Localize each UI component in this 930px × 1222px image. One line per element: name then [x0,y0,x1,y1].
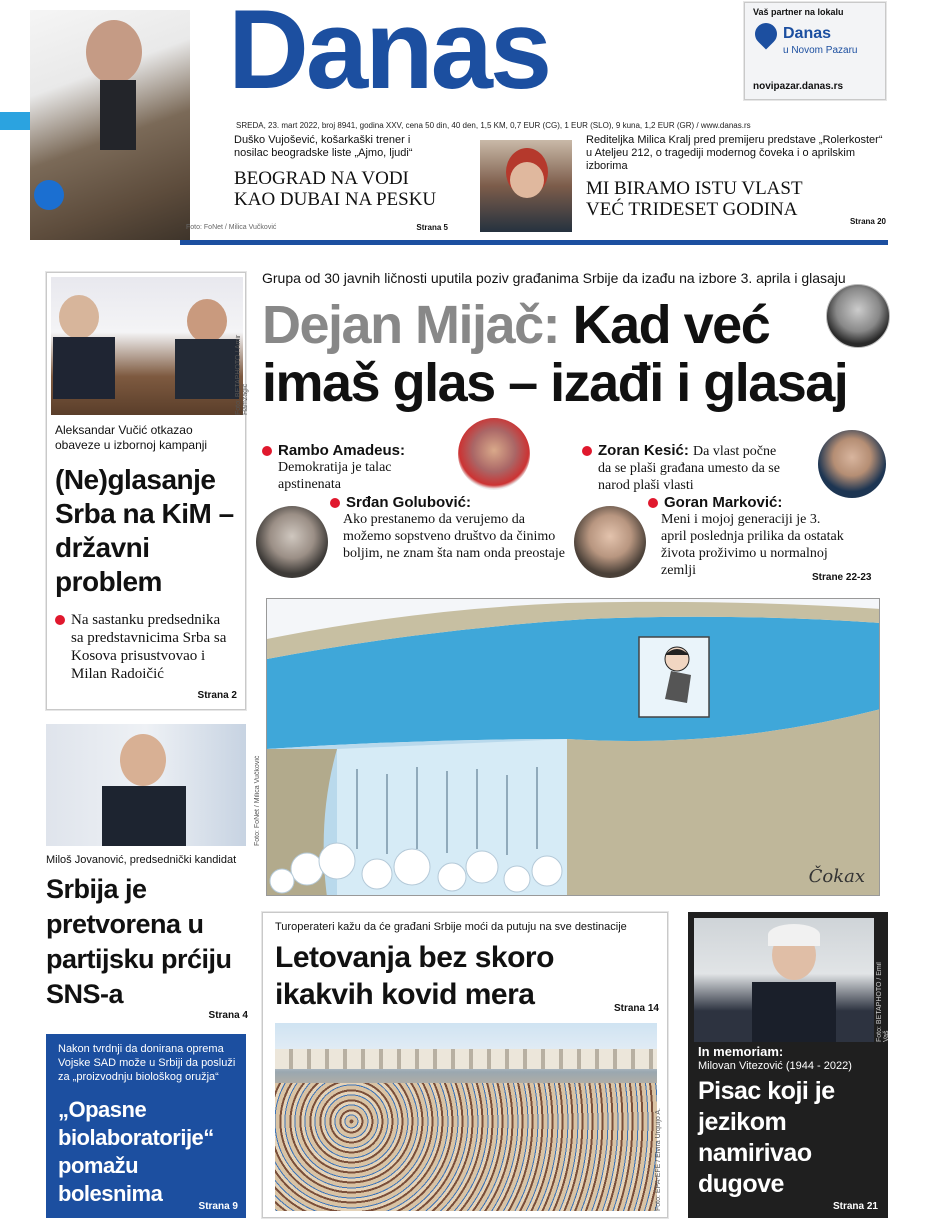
main-headline[interactable] [262,295,848,413]
memoriam-story[interactable] [688,912,888,1218]
quote-golubovic[interactable]: Srđan Golubović: Ako prestanemo da verujemo da možemo sopstveno društvo da činimo boljim, ne znam šta nam onda preostaje [330,494,570,562]
beach-photo-credit: Foto: EPA-EFE / Elvira Urquijo A. [655,1108,662,1211]
main-headline-name: Dejan Mijač: [262,295,560,355]
left-story-3-intro: Nakon tvrdnji da donirana oprema Vojske SAD može u Srbiji da posluži za „proizvodnju biološkog oružja“ [58,1043,236,1083]
memoriam-kicker: In memoriam: [698,1044,784,1059]
left-story-2-page: Strana 4 [208,1010,248,1021]
mijac-photo [826,284,890,348]
left-story-2-headline: Srbija je pretvorena u partijsku prćiju SNS-a [46,874,232,1009]
masthead-rule [180,240,888,245]
left-story-3-headline: „Opasne biolaboratorije“ pomažu bolesnima [58,1097,214,1206]
jovanovic-photo-credit: Foto: FoNet / Milica Vučković [254,755,261,846]
left-story-1-intro: Aleksandar Vučić otkazao obaveze u izbornoj kampanji [55,423,208,452]
vujosevic-photo [30,10,190,240]
top-left-headline-1: BEOGRAD NA VODI [234,168,409,189]
bullet-icon [55,615,65,625]
left-story-1-page: Strana 2 [197,690,237,701]
bullet-icon [648,498,658,508]
left-story-2[interactable] [46,854,250,1024]
vitezovic-photo [694,918,874,1042]
quote-kesic[interactable]: Zoran Kesić: Da vlast počne da se plaši građana umesto da se narod plaši vlasti [582,442,814,494]
quote-rambo[interactable]: Rambo Amadeus: Demokratija je talac apstinenata [262,442,452,493]
main-headline-1: Kad već [572,295,770,355]
milica-kralj-photo [480,140,572,232]
top-left-story[interactable] [234,134,460,234]
travel-page: Strana 14 [613,1003,659,1014]
partner-logo: Danas [783,25,832,42]
left-story-2-intro: Miloš Jovanović, predsednički kandidat [46,854,237,866]
kesic-photo [818,430,886,498]
bullet-icon [582,446,592,456]
memoriam-page: Strana 21 [832,1201,878,1212]
main-headline-2: imaš glas – izađi i glasaj [262,353,848,413]
left-story-3[interactable] [46,1034,246,1218]
partner-box[interactable] [744,2,886,100]
left-story-3-page: Strana 9 [198,1201,238,1212]
quote-markovic[interactable]: Goran Marković: Meni i mojoj generaciji je 3. april poslednja prilika da ostatak života proživimo u normalnoj zemlji [648,494,880,579]
vitezovic-photo-credit: Foto: BETAPHOTO / Emil Vaš [876,962,890,1042]
main-pages: Strane 22-23 [812,572,872,583]
top-right-story[interactable] [586,134,890,234]
travel-headline: Letovanja bez skoro ikakvih kovid mera [275,941,554,1011]
cartoon-signature: Čokax [808,866,865,887]
rambo-photo [458,418,530,490]
beach-photo [275,1023,657,1211]
vucic-meeting-photo [51,277,243,415]
left-story-1[interactable] [46,272,249,710]
left-story-1-body: Na sastanku predsednika sa predstavnicima Srba sa Kosova prisustvovao i Milan Radoičić [55,611,243,683]
top-right-intro: Rediteljka Milica Kralj pred premijeru predstave „Rolerkoster“ u Atelјeu 212, o tragediji modernog čoveka i o aprilskim izborima [586,134,883,172]
microphone-icon [34,180,64,210]
cartoon-illustration [267,599,880,896]
bullet-icon [262,446,272,456]
top-left-page: Strana 5 [416,223,448,232]
travel-intro: Turoperateri kažu da će građani Srbije moći da putuju na sve destinacije [275,921,627,933]
memoriam-headline: Pisac koji je jezikom namirivao dugove [698,1077,835,1198]
masthead-info-line: SREDA, 23. mart 2022, broj 8941, godina XXV, cena 50 din, 40 den, 1,5 KM, 0,7 EUR (CG), 1 EUR (SLO), 9 kuna, 1,2 EUR (GR) / www.danas.rs [236,121,751,130]
partner-url[interactable]: novipazar.danas.rs [753,81,844,92]
jovanovic-photo [46,724,246,846]
vucic-photo-credit: Foto: BETAPHOTO / Amir Hamzagić [235,334,249,415]
masthead-logo: Danas [228,0,550,112]
top-left-intro: Duško Vujošević, košarkaški trener i nosilac beogradske liste „Ajmo, ljudi“ [234,134,413,159]
markovic-photo [574,506,646,578]
bullet-icon [330,498,340,508]
cartoon-waterfall [266,598,880,896]
main-kicker: Grupa od 30 javnih ličnosti uputila poziv građanima Srbije da izađu na izbore 3. aprila i glasaju [262,270,846,286]
memoriam-intro: Milovan Vitezović (1944 - 2022) [698,1060,852,1072]
partner-label: Vaš partner na lokalu [753,7,844,17]
map-pin-icon [750,18,781,49]
top-right-page: Strana 20 [849,217,886,226]
partner-city: u Novom Pazaru [783,45,858,56]
left-story-1-headline: (Ne)glasanje Srba na KiM – državni problem [55,464,234,597]
top-right-headline-2: VEĆ TRIDESET GODINA [586,199,798,220]
golubovic-photo [256,506,328,578]
vujosevic-photo-credit: Foto: FoNet / Milica Vučković [186,224,277,231]
travel-story[interactable] [262,912,668,1218]
top-left-headline-2: KAO DUBAI NA PESKU [234,189,437,210]
top-right-headline-1: MI BIRAMO ISTU VLAST [586,178,803,199]
